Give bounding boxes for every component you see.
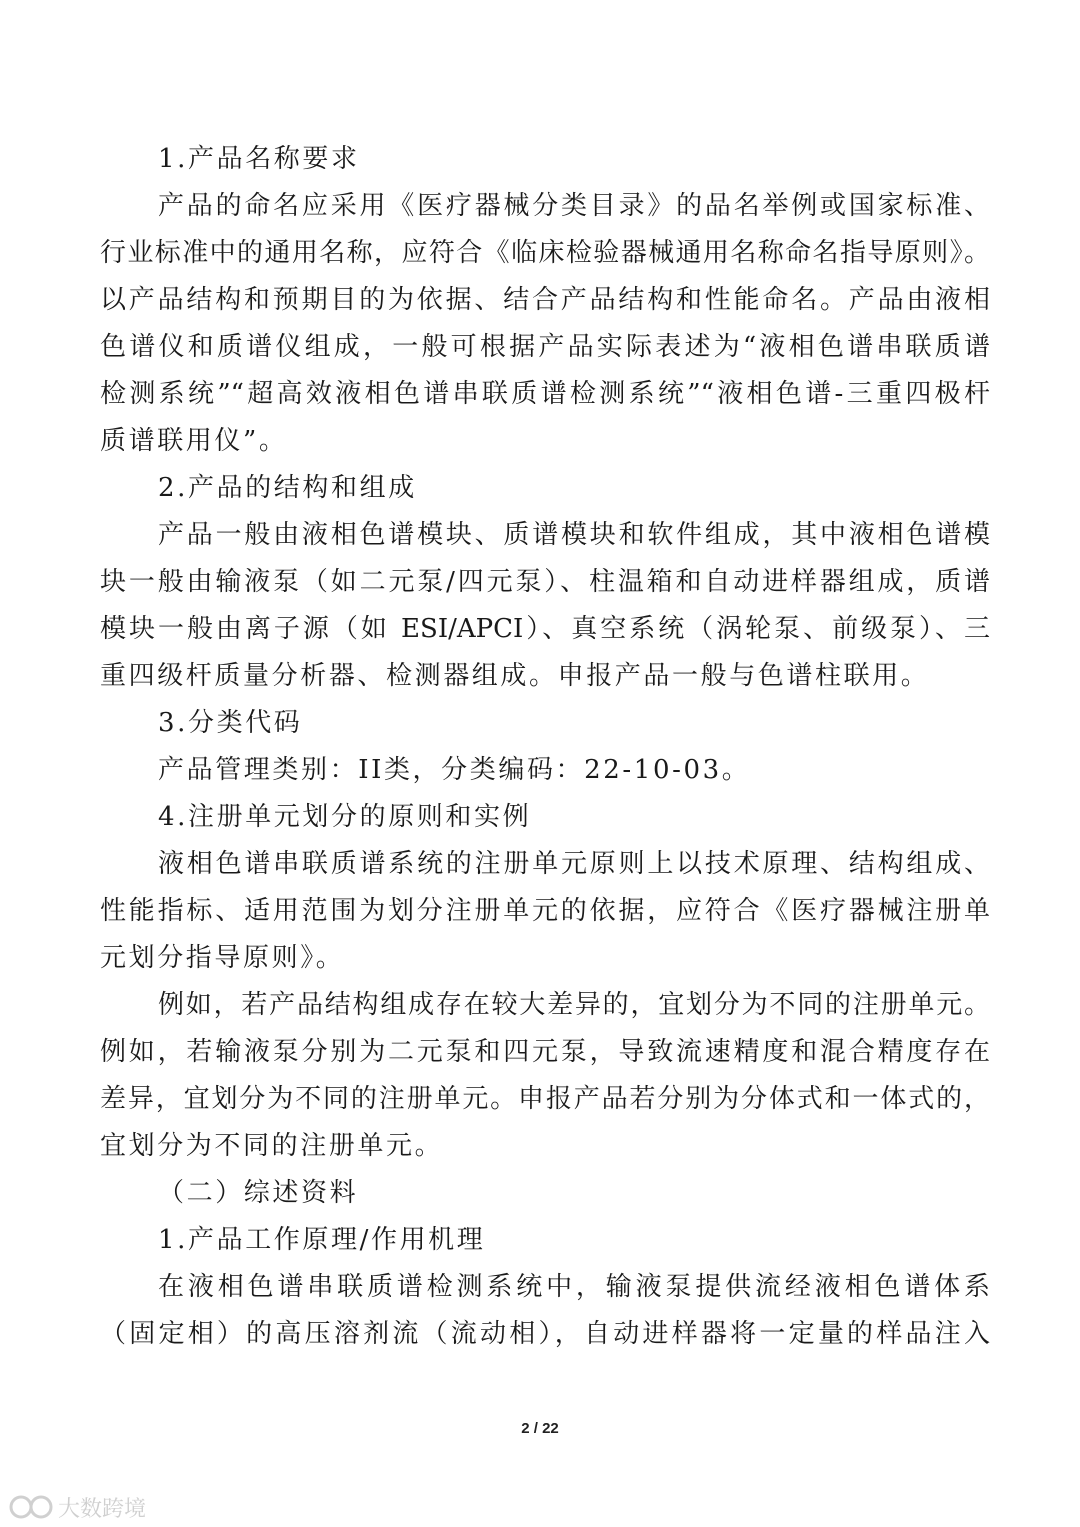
- paragraph-line: 例如，若产品结构组成存在较大差异的，宜划分为不同的注册单元。: [158, 990, 990, 1020]
- paragraph-line: 例如，若输液泵分别为二元泵和四元泵，导致流速精度和混合精度存在: [100, 1037, 990, 1067]
- paragraph-line: 产品管理类别：II类，分类编码：22-10-03。: [158, 755, 751, 785]
- paragraph-line: 元划分指导原则》。: [100, 943, 345, 973]
- paragraph-line: 宜划分为不同的注册单元。: [100, 1131, 444, 1161]
- paragraph-line: 产品一般由液相色谱模块、质谱模块和软件组成，其中液相色谱模: [158, 520, 990, 550]
- paragraph-line: 差异，宜划分为不同的注册单元。申报产品若分别为分体式和一体式的，: [100, 1084, 990, 1114]
- heading-working-principle: 1.产品工作原理/作用机理: [158, 1225, 486, 1255]
- heading-overview-materials: （二）综述资料: [158, 1178, 359, 1208]
- heading-registration-unit: 4.注册单元划分的原则和实例: [158, 802, 532, 832]
- paragraph-line: 以产品结构和预期目的为依据、结合产品结构和性能命名。产品由液相: [100, 285, 990, 315]
- paragraph-line: （固定相）的高压溶剂流（流动相），自动进样器将一定量的样品注入: [100, 1319, 990, 1349]
- paragraph-line: 检测系统”“超高效液相色谱串联质谱检测系统”“液相色谱-三重四极杆: [100, 379, 990, 409]
- heading-classification-code: 3.分类代码: [158, 708, 303, 738]
- paragraph-line: 行业标准中的通用名称，应符合《临床检验器械通用名称命名指导原则》。: [100, 238, 990, 268]
- watermark-logo-icon: [8, 1494, 54, 1520]
- heading-structure-composition: 2.产品的结构和组成: [158, 473, 417, 503]
- watermark: [8, 1492, 146, 1522]
- paragraph-line: 产品的命名应采用《医疗器械分类目录》的品名举例或国家标准、: [158, 191, 990, 221]
- paragraph-line: 在液相色谱串联质谱检测系统中，输液泵提供流经液相色谱体系: [158, 1272, 990, 1302]
- paragraph-line: 性能指标、适用范围为划分注册单元的依据，应符合《医疗器械注册单: [100, 896, 990, 926]
- paragraph-line: 模块一般由离子源（如 ESI/APCI）、真空系统（涡轮泵、前级泵）、三: [100, 614, 990, 644]
- paragraph-line: 块一般由输液泵（如二元泵/四元泵）、柱温箱和自动进样器组成，质谱: [100, 567, 990, 597]
- document-body: [100, 136, 990, 1358]
- paragraph-line: 色谱仪和质谱仪组成，一般可根据产品实际表述为“液相色谱串联质谱: [100, 332, 990, 362]
- paragraph-line: 重四级杆质量分析器、检测器组成。申报产品一般与色谱柱联用。: [100, 661, 930, 691]
- watermark-text: 大数跨境: [58, 1496, 147, 1522]
- page-number: 2 / 22: [521, 1420, 559, 1437]
- paragraph-line: 液相色谱串联质谱系统的注册单元原则上以技术原理、结构组成、: [158, 849, 990, 879]
- heading-product-name-requirement: 1.产品名称要求: [158, 144, 360, 174]
- paragraph-line: 质谱联用仪”。: [100, 426, 288, 456]
